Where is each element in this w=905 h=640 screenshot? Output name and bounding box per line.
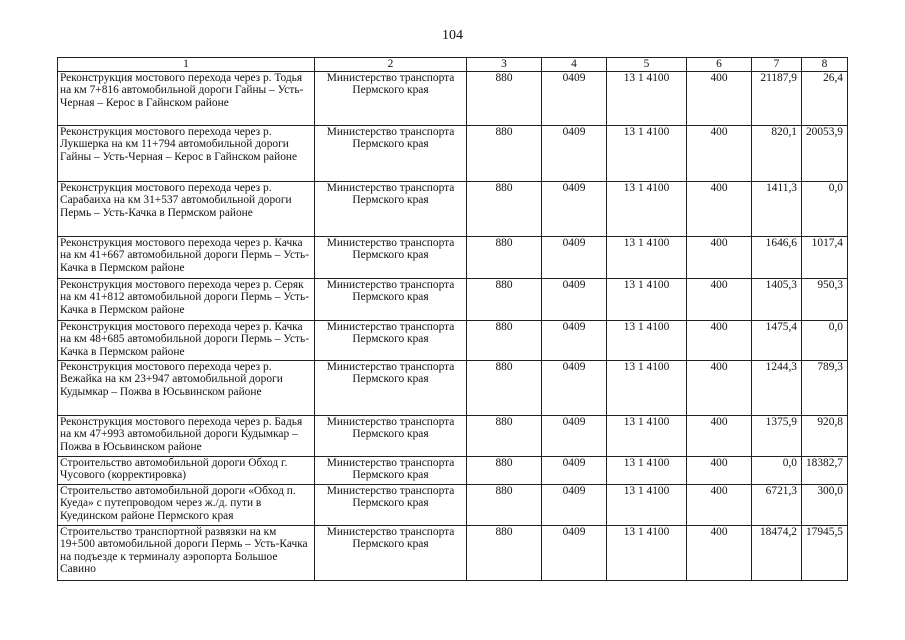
col7-cell: 1646,6: [752, 236, 802, 278]
col6-cell: 400: [687, 360, 752, 415]
col4-cell: 0409: [542, 278, 607, 320]
ministry-cell: Министерство транспорта Пермского края: [315, 456, 467, 484]
col7-cell: 820,1: [752, 125, 802, 181]
table-row: [58, 125, 848, 181]
col5-cell: 13 1 4100: [607, 415, 687, 456]
object-name-cell: Реконструкция мостового перехода через р. Вежайка на км 23+947 автомобильной дороги Кудымкар – Пожва в Юсьвинском районе: [58, 360, 315, 415]
col7-cell: 1244,3: [752, 360, 802, 415]
object-name-cell: Реконструкция мостового перехода через р. Бадья на км 47+993 автомобильной дороги Кудымкар – Пожва в Юсьвинском районе: [58, 415, 315, 456]
col4-cell: 0409: [542, 181, 607, 236]
ministry-cell: Министерство транспорта Пермского края: [315, 71, 467, 125]
col4-cell: 0409: [542, 71, 607, 125]
col7-cell: 1411,3: [752, 181, 802, 236]
table-row: [58, 181, 848, 236]
col4-cell: 0409: [542, 525, 607, 580]
col8-cell: 26,4: [802, 71, 848, 125]
col4-cell: 0409: [542, 320, 607, 360]
object-name-cell: Строительство автомобильной дороги «Обход п. Куеда» с путепроводом через ж./д. пути в Куединском районе Пермского края: [58, 484, 315, 525]
column-header: 2: [315, 58, 467, 72]
col5-cell: 13 1 4100: [607, 181, 687, 236]
col8-cell: 950,3: [802, 278, 848, 320]
col8-cell: 0,0: [802, 320, 848, 360]
col6-cell: 400: [687, 456, 752, 484]
column-header: 6: [687, 58, 752, 72]
ministry-cell: Министерство транспорта Пермского края: [315, 484, 467, 525]
col6-cell: 400: [687, 181, 752, 236]
col5-cell: 13 1 4100: [607, 236, 687, 278]
table-row: [58, 484, 848, 525]
ministry-cell: Министерство транспорта Пермского края: [315, 360, 467, 415]
col3-cell: 880: [467, 525, 542, 580]
object-name-cell: Реконструкция мостового перехода через р. Серяк на км 41+812 автомобильной дороги Пермь – Усть-Качка в Пермском районе: [58, 278, 315, 320]
table-row: [58, 278, 848, 320]
col4-cell: 0409: [542, 415, 607, 456]
col8-cell: 300,0: [802, 484, 848, 525]
object-name-cell: Реконструкция мостового перехода через р. Сарабаиха на км 31+537 автомобильной дороги Пермь – Усть-Качка в Пермском районе: [58, 181, 315, 236]
page-number: 104: [442, 28, 463, 43]
table-row: [58, 415, 848, 456]
col3-cell: 880: [467, 278, 542, 320]
object-name-cell: Реконструкция мостового перехода через р. Лукшерка на км 11+794 автомобильной дороги Гайны – Усть-Черная – Керос в Гайнском районе: [58, 125, 315, 181]
col7-cell: 1405,3: [752, 278, 802, 320]
table-row: [58, 360, 848, 415]
column-header: 8: [802, 58, 848, 72]
ministry-cell: Министерство транспорта Пермского края: [315, 525, 467, 580]
col8-cell: 18382,7: [802, 456, 848, 484]
col3-cell: 880: [467, 360, 542, 415]
col7-cell: 1375,9: [752, 415, 802, 456]
col3-cell: 880: [467, 125, 542, 181]
col6-cell: 400: [687, 71, 752, 125]
col8-cell: 1017,4: [802, 236, 848, 278]
col5-cell: 13 1 4100: [607, 125, 687, 181]
col5-cell: 13 1 4100: [607, 360, 687, 415]
col5-cell: 13 1 4100: [607, 71, 687, 125]
col4-cell: 0409: [542, 236, 607, 278]
object-name-cell: Реконструкция мостового перехода через р. Качка на км 48+685 автомобильной дороги Пермь – Усть-Качка в Пермском районе: [58, 320, 315, 360]
col6-cell: 400: [687, 320, 752, 360]
ministry-cell: Министерство транспорта Пермского края: [315, 320, 467, 360]
col5-cell: 13 1 4100: [607, 525, 687, 580]
ministry-cell: Министерство транспорта Пермского края: [315, 278, 467, 320]
column-header: 5: [607, 58, 687, 72]
col6-cell: 400: [687, 278, 752, 320]
table-row: [58, 71, 848, 125]
col5-cell: 13 1 4100: [607, 320, 687, 360]
budget-table: [57, 57, 848, 581]
col3-cell: 880: [467, 415, 542, 456]
table-row: [58, 236, 848, 278]
ministry-cell: Министерство транспорта Пермского края: [315, 236, 467, 278]
table-row: [58, 525, 848, 580]
col5-cell: 13 1 4100: [607, 456, 687, 484]
column-header: 3: [467, 58, 542, 72]
col6-cell: 400: [687, 484, 752, 525]
col3-cell: 880: [467, 456, 542, 484]
col4-cell: 0409: [542, 360, 607, 415]
col7-cell: 0,0: [752, 456, 802, 484]
col4-cell: 0409: [542, 125, 607, 181]
table-row: [58, 320, 848, 360]
ministry-cell: Министерство транспорта Пермского края: [315, 181, 467, 236]
col7-cell: 18474,2: [752, 525, 802, 580]
col4-cell: 0409: [542, 456, 607, 484]
object-name-cell: Строительство автомобильной дороги Обход г. Чусового (корректировка): [58, 456, 315, 484]
column-header: 7: [752, 58, 802, 72]
col6-cell: 400: [687, 415, 752, 456]
column-header: 1: [58, 58, 315, 72]
col8-cell: 789,3: [802, 360, 848, 415]
table-row: [58, 456, 848, 484]
col6-cell: 400: [687, 125, 752, 181]
col3-cell: 880: [467, 236, 542, 278]
col8-cell: 920,8: [802, 415, 848, 456]
col3-cell: 880: [467, 71, 542, 125]
table-header-row: [58, 58, 848, 72]
col3-cell: 880: [467, 484, 542, 525]
col5-cell: 13 1 4100: [607, 278, 687, 320]
col6-cell: 400: [687, 525, 752, 580]
col6-cell: 400: [687, 236, 752, 278]
col3-cell: 880: [467, 320, 542, 360]
col8-cell: 0,0: [802, 181, 848, 236]
object-name-cell: Реконструкция мостового перехода через р. Качка на км 41+667 автомобильной дороги Пермь – Усть-Качка в Пермском районе: [58, 236, 315, 278]
col3-cell: 880: [467, 181, 542, 236]
col5-cell: 13 1 4100: [607, 484, 687, 525]
ministry-cell: Министерство транспорта Пермского края: [315, 415, 467, 456]
col8-cell: 20053,9: [802, 125, 848, 181]
ministry-cell: Министерство транспорта Пермского края: [315, 125, 467, 181]
object-name-cell: Реконструкция мостового перехода через р. Тодья на км 7+816 автомобильной дороги Гайны – Усть-Черная – Керос в Гайнском районе: [58, 71, 315, 125]
col8-cell: 17945,5: [802, 525, 848, 580]
column-header: 4: [542, 58, 607, 72]
col7-cell: 21187,9: [752, 71, 802, 125]
object-name-cell: Строительство транспортной развязки на км 19+500 автомобильной дороги Пермь – Усть-Качка на подъезде к терминалу аэропорта Большое Савино: [58, 525, 315, 580]
col4-cell: 0409: [542, 484, 607, 525]
col7-cell: 6721,3: [752, 484, 802, 525]
col7-cell: 1475,4: [752, 320, 802, 360]
